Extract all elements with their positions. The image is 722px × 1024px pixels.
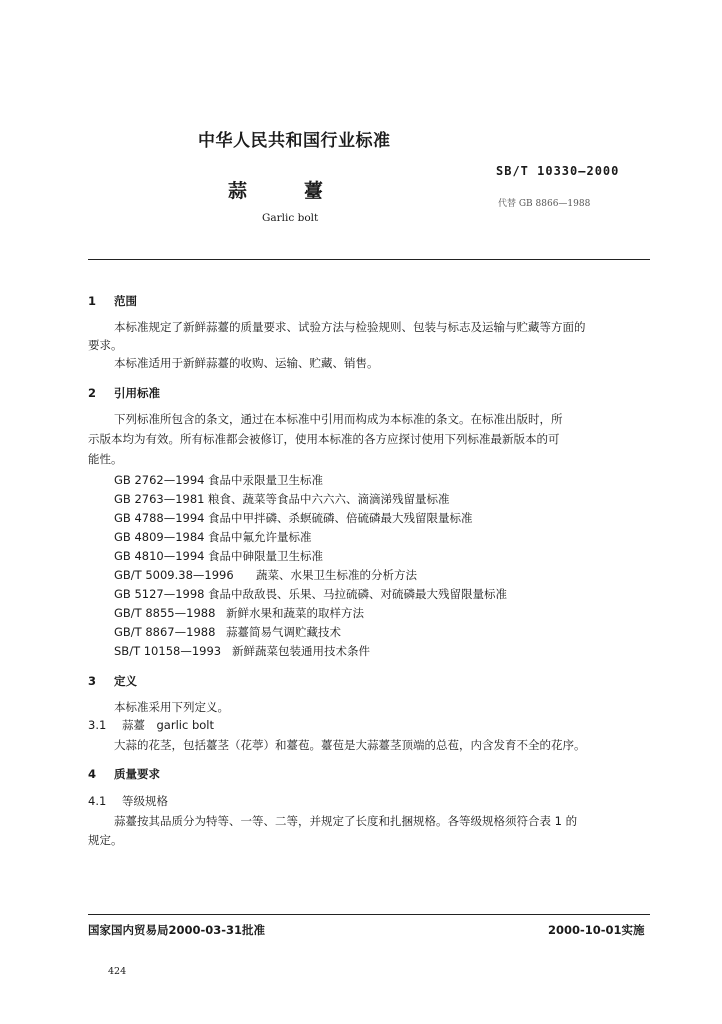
implementation-date: 2000-10-01实施 [548, 923, 645, 937]
reference-code: GB 4788—1994 [114, 511, 205, 525]
section-title: 质量要求 [114, 767, 161, 781]
national-standard-title: 中华人民共和国行业标准 [198, 131, 391, 151]
paragraph: 下列标准所包含的条文，通过在本标准中引用而构成为本标准的条文。在标准出版时，所 [114, 412, 563, 426]
reference-code: GB 5127—1998 [114, 587, 205, 601]
section-2-heading [88, 385, 160, 401]
section-title: 范围 [114, 294, 138, 308]
reference-code: GB 4809—1984 [114, 530, 205, 544]
subsection-heading [88, 792, 168, 810]
reference-code: GB/T 5009.38—1996 [114, 568, 234, 582]
section-number: 2 [88, 386, 97, 400]
reference-item [114, 548, 323, 564]
standard-code: SB/T 10330—2000 [496, 164, 620, 178]
reference-title: 蒜薹简易气调贮藏技术 [226, 625, 341, 639]
reference-item [114, 510, 473, 526]
document-title-en: Garlic bolt [262, 212, 319, 224]
section-title: 引用标准 [114, 386, 161, 400]
reference-title: 蔬菜、水果卫生标准的分析方法 [256, 568, 417, 582]
definition-term-line [88, 716, 214, 734]
section-number: 1 [88, 294, 97, 308]
page-number: 424 [108, 966, 127, 977]
footer-rule [88, 914, 650, 915]
reference-item [114, 529, 312, 545]
reference-code: GB/T 8867—1988 [114, 625, 216, 639]
section-3-heading [88, 673, 137, 689]
reference-item [114, 567, 417, 583]
reference-title: 新鲜水果和蔬菜的取样方法 [226, 606, 364, 620]
paragraph: 本标准适用于新鲜蒜薹的收购、运输、贮藏、销售。 [114, 356, 379, 370]
reference-title: 食品中甲拌磷、杀螟硫磷、倍硫磷最大残留限量标准 [208, 511, 473, 525]
paragraph: 示版本均为有效。所有标准都会被修订，使用本标准的各方应探讨使用下列标准最新版本的可 [88, 432, 560, 446]
reference-code: GB 2763—1981 [114, 492, 205, 506]
document-title-cn: 蒜 薹 [228, 180, 324, 202]
reference-title: 食品中砷限量卫生标准 [208, 549, 323, 563]
paragraph: 能性。 [88, 452, 123, 466]
section-title: 定义 [114, 674, 138, 688]
definition-number: 3.1 [88, 718, 107, 732]
reference-code: GB 4810—1994 [114, 549, 205, 563]
reference-item [114, 491, 450, 507]
paragraph: 规定。 [88, 833, 123, 847]
section-4-heading [88, 766, 160, 782]
replaces-note: 代替 GB 8866—1988 [498, 199, 591, 209]
reference-item [114, 643, 370, 659]
reference-title: 食品中汞限量卫生标准 [208, 473, 323, 487]
reference-code: SB/T 10158—1993 [114, 644, 222, 658]
reference-code: GB/T 8855—1988 [114, 606, 216, 620]
reference-title: 食品中敌敌畏、乐果、马拉硫磷、对硫磷最大残留限量标准 [208, 587, 507, 601]
reference-item [114, 586, 507, 602]
section-1-heading [88, 293, 137, 309]
reference-title: 食品中氟允许量标准 [208, 530, 312, 544]
paragraph: 本标准规定了新鲜蒜薹的质量要求、试验方法与检验规则、包装与标志及运输与贮藏等方面的 [114, 320, 586, 334]
approval-note: 国家国内贸易局2000-03-31批准 [88, 923, 266, 937]
subsection-title: 等级规格 [122, 794, 168, 808]
subsection-number: 4.1 [88, 794, 107, 808]
section-number: 3 [88, 674, 97, 688]
reference-item [114, 472, 323, 488]
reference-item [114, 624, 341, 640]
definition-term: 蒜薹 garlic bolt [122, 718, 214, 732]
definition-text: 大蒜的花茎，包括薹茎（花葶）和薹苞。薹苞是大蒜薹茎顶端的总苞，内含发育不全的花序。 [114, 738, 586, 752]
paragraph: 蒜薹按其品质分为特等、一等、二等，并规定了长度和扎捆规格。各等级规格须符合表 1 的 [114, 814, 578, 828]
paragraph: 本标准采用下列定义。 [114, 700, 229, 714]
paragraph: 要求。 [88, 338, 123, 352]
reference-item [114, 605, 364, 621]
header-rule [88, 259, 650, 260]
section-number: 4 [88, 767, 97, 781]
reference-code: GB 2762—1994 [114, 473, 205, 487]
reference-title: 新鲜蔬菜包装通用技术条件 [232, 644, 370, 658]
reference-title: 粮食、蔬菜等食品中六六六、滴滴涕残留量标准 [208, 492, 450, 506]
